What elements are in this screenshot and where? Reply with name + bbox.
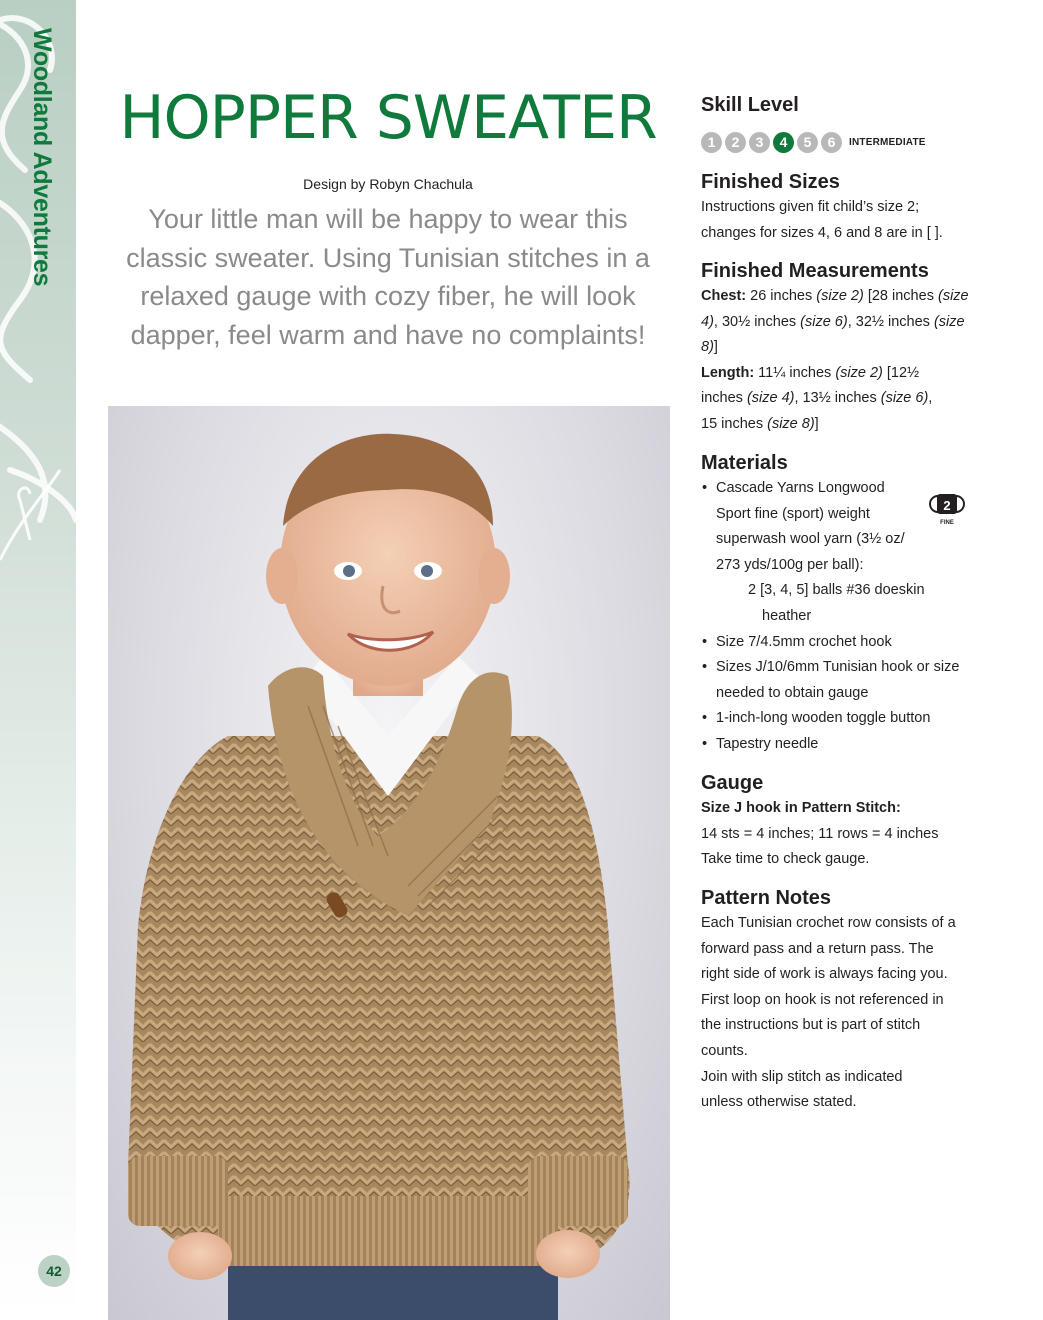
length-size: (size 8) [767, 415, 815, 432]
boy-in-sweater-illustration [108, 406, 670, 1320]
skill-level-4-active: 4 [773, 132, 794, 153]
finished-sizes-section [701, 169, 1001, 246]
length-value: 11¼ inches [754, 364, 836, 381]
material-item: • 1-inch-long wooden toggle button [701, 706, 1001, 732]
material-item: • Tapestry needle [701, 732, 1001, 758]
material-text: • Cascade Yarns Longwood [716, 480, 885, 496]
materials-heading: Materials [701, 452, 788, 474]
materials-list [701, 476, 1001, 758]
material-text: Sport fine (sport) weight [716, 505, 870, 522]
length-size: (size 4) [746, 390, 795, 407]
gauge-section [701, 770, 1001, 873]
gauge-subheading: Size J hook in Pattern Stitch: [701, 800, 901, 816]
length-value: , 13½ inches [794, 390, 881, 407]
finished-sizes-heading: Finished Sizes [701, 171, 840, 193]
skill-level-section [701, 92, 1001, 156]
material-subitem: 2 [3, 4, 5] balls #36 doeskin heather [748, 582, 925, 624]
skill-level-heading: Skill Level [701, 94, 799, 116]
material-text: 273 yds/100g per ball): [716, 556, 864, 573]
skill-level-scale [701, 130, 1001, 156]
skill-level-5: 5 [797, 132, 818, 153]
chest-label: Chest: [701, 288, 747, 304]
pattern-note: Each Tunisian crochet row consists of a forward pass and a return pass. The right side of work is always facing you. [701, 915, 956, 983]
length-size: (size 2) [835, 364, 883, 381]
gauge-note: Take time to check gauge. [701, 851, 870, 868]
skill-level-6: 6 [821, 132, 842, 153]
chest-size: (size 6) [800, 313, 848, 330]
sweater-photo [108, 406, 670, 1320]
chest-value: , 30½ inches [713, 313, 801, 330]
material-item: • Sizes J/10/6mm Tunisian hook or size needed to obtain gauge [701, 655, 961, 706]
skill-level-label: INTERMEDIATE [849, 137, 926, 148]
page-number: 42 [38, 1255, 70, 1287]
material-item: • Size 7/4.5mm crochet hook [701, 630, 1001, 656]
chest-value: [28 inches [863, 288, 938, 304]
chest-size: (size 8) [701, 313, 965, 356]
skill-level-2: 2 [725, 132, 746, 153]
chest-size: (size 2) [816, 288, 864, 304]
gauge-line: 14 sts = 4 inches; 11 rows = 4 inches [701, 825, 939, 842]
intro-text: Your little man will be happy to wear this classic sweater. Using Tunisian stitches in a relaxed gauge with cozy fiber, he will look dapper, feel warm and have no complaints! [126, 204, 650, 350]
skill-level-1: 1 [701, 132, 722, 153]
length-size: (size 6) [880, 390, 929, 407]
chest-size: (size 4) [701, 288, 969, 330]
length-value: [12½ inches [701, 364, 920, 407]
chest-measurement [701, 284, 973, 361]
length-value: , 15 inches [701, 390, 933, 432]
yarn-weight-label: FINE [940, 520, 954, 526]
designer-credit: Design by Robyn Chachula [303, 176, 473, 192]
pattern-note: Join with slip stitch as indicated unless otherwise stated. [701, 1068, 903, 1111]
finished-sizes-text: Instructions given fit child’s size 2; changes for sizes 4, 6 and 8 are in [ ]. [701, 199, 943, 241]
finished-measurements-heading: Finished Measurements [701, 260, 929, 282]
length-value: ] [814, 415, 819, 432]
pattern-notes-section [701, 885, 1001, 1116]
pattern-note: First loop on hook is not referenced in the instructions but is part of stitch counts. [701, 991, 944, 1059]
material-item [701, 476, 1001, 630]
sidebar [0, 0, 76, 1320]
length-measurement [701, 361, 941, 438]
pattern-notes-heading: Pattern Notes [701, 887, 832, 909]
length-label: Length: [701, 364, 755, 381]
section-title: Woodland Adventures [28, 28, 56, 287]
chest-value: ] [713, 339, 718, 356]
materials-section [701, 450, 1001, 758]
skill-level-3: 3 [749, 132, 770, 153]
material-text: superwash wool yarn (3½ oz/ [716, 531, 905, 548]
chest-value: 26 inches [746, 288, 817, 304]
finished-measurements-section [701, 258, 1001, 438]
yarn-weight-number: 2 [943, 498, 951, 513]
gauge-heading: Gauge [701, 772, 764, 794]
chest-value: , 32½ inches [847, 313, 934, 330]
pattern-title: HOPPER SWEATER [119, 83, 657, 153]
